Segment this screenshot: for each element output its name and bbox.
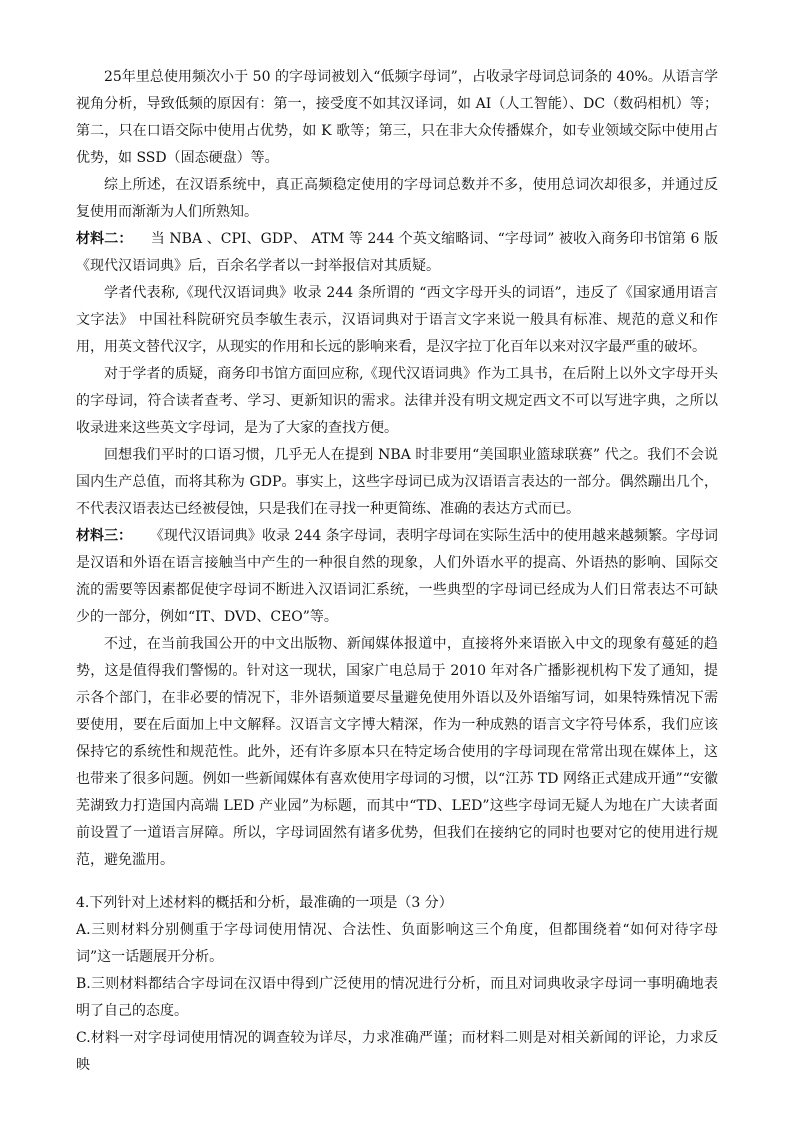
paragraph bbox=[76, 631, 718, 874]
question-stem: 4.下列针对上述材料的概括和分析，最准确的一项是（3 分） bbox=[76, 895, 453, 911]
paragraph-text: 学者代表称,《现代汉语词典》收录 244 条所谓的 “西文字母开头的词语”，违反了《国家通用语言文字法》 中国社科院研究员李敏生表示，汉语词典对于语言文字来说一般具有标准、规范的意义和作用，用英文替代汉字，从现实的作用和长远的影响来看，是汉字拉丁化百年以来对汉字最严重的破坏。 bbox=[76, 285, 718, 355]
paragraph bbox=[76, 280, 718, 361]
paragraph-text: 回想我们平时的口语习惯，几乎无人在提到 NBA 时非要用“美国职业篮球联赛” 代之。我们不会说国内生产总值，而将其称为 GDP。事实上，这些字母词已成为汉语语言表达的一部分。偶然蹦出几个，不代表汉语表达已经被侵蚀，只是我们在寻找一种更简练、准确的表达方式而已。 bbox=[76, 447, 718, 517]
material-label: 材料三： bbox=[76, 528, 133, 544]
paragraph bbox=[76, 172, 718, 226]
paragraph-text: 不过，在当前我国公开的中文出版物、新闻媒体报道中，直接将外来语嵌入中文的现象有蔓延的趋势，这是值得我们警惕的。针对这一现状，国家广电总局于 2010 年对各广播影视机构下发了通知，提示各个部门，在非必要的情况下，非外语频道要尽量避免使用外语以及外语缩写词，如果特殊情况下需要使用，要在后面加上中文解释。汉语言文字博大精深，作为一种成熟的语言文字符号体系，我们应该保持它的系统性和规范性。此外，还有许多原本只在特定场合使用的字母词现在常常出现在媒体上，这也带来了很多问题。例如一些新闻媒体有喜欢使用字母词的习惯，以“江苏 TD 网络正式建成开通”“安徽芜湖致力打造国内高端 LED 产业园”为标题，而其中“TD、LED”这些字母词无疑人为地在广大读者面前设置了一道语言屏障。所以，字母词固然有诸多优势，但我们在接纳它的同时也要对它的使用进行规范，避免滥用。 bbox=[76, 636, 718, 868]
paragraph bbox=[76, 64, 718, 172]
document-page bbox=[76, 64, 718, 1079]
paragraph-text: 25年里总使用频次小于 50 的字母词被划入“低频字母词”，占收录字母词总词条的 40%。从语言学视角分析，导致低频的原因有：第一，接受度不如其汉译词，如 AI（人工智能）、DC（数码相机）等；第二，只在口语交际中使用占优势，如 K 歌等；第三，只在非大众传播媒介，如专业领域交际中使用占优势，如 SSD（固态硬盘）等。 bbox=[76, 69, 718, 166]
question-block bbox=[76, 890, 718, 1079]
paragraph bbox=[76, 361, 718, 442]
paragraph bbox=[76, 442, 718, 523]
option-c: C.材料一对字母词使用情况的调查较为详尽，力求准确严谨；而材料二则是对相关新闻的评论，力求反映 bbox=[76, 1030, 718, 1073]
option-a: A.三则材料分别侧重于字母词使用情况、合法性、负面影响这三个角度，但都围绕着“如何对待字母词”这一话题展开分析。 bbox=[76, 922, 718, 965]
paragraph bbox=[76, 226, 718, 280]
paragraph bbox=[76, 523, 718, 631]
paragraph-text: 对于学者的质疑，商务印书馆方面回应称,《现代汉语词典》作为工具书，在后附上以外文字母开头的字母词，符合读者查考、学习、更新知识的需求。法律并没有明文规定西文不可以写进字典，之所以收录进来这些英文字母词，是为了大家的查找方便。 bbox=[76, 366, 718, 436]
option-b: B.三则材料都结合字母词在汉语中得到广泛使用的情况进行分析，而且对词典收录字母词一事明确地表明了自己的态度。 bbox=[76, 976, 718, 1019]
paragraph-text: 综上所述，在汉语系统中，真正高频稳定使用的字母词总数并不多，使用总词次却很多，并通过反复使用而渐渐为人们所熟知。 bbox=[76, 177, 718, 220]
material-label: 材料二： bbox=[76, 231, 133, 247]
paragraph-text: 当 NBA 、CPI、GDP、 ATM 等 244 个英文缩略词、“字母词” 被收入商务印书馆第 6 版《现代汉语词典》后，百余名学者以一封举报信对其质疑。 bbox=[76, 231, 719, 274]
paragraph-text: 《现代汉语词典》收录 244 条字母词，表明字母词在实际生活中的使用越来越频繁。字母词是汉语和外语在语言接触当中产生的一种很自然的现象，人们外语水平的提高、外语热的影响、国际交流的需要等因素都促使字母词不断进入汉语词汇系统，一些典型的字母词已经成为人们日常表达不可缺少的一部分，例如“IT、DVD、CEO”等。 bbox=[76, 528, 719, 625]
